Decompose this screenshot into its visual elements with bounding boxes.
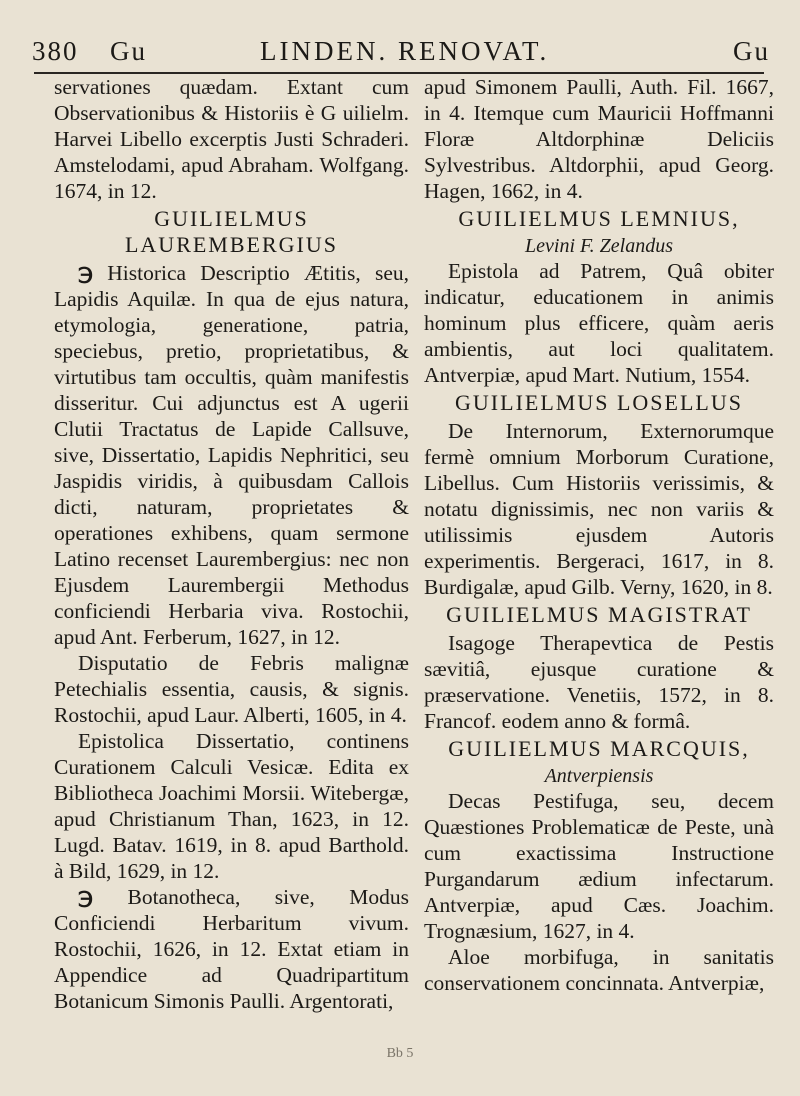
paragraph-disputatio: Disputatio de Febris malignæ Petechialis essentia, causis, & signis. Rostochii, apud Laur. Alberti, 1605, in 4. bbox=[54, 651, 409, 727]
symbol-mark-1: ℈ bbox=[78, 261, 94, 285]
page-number: 380 bbox=[32, 36, 79, 66]
page-header bbox=[30, 36, 770, 70]
entry-heading-lauremberg: GUILIELMUS LAUREMBERGIUS bbox=[124, 206, 338, 257]
entry-text-marcquis: Decas Pestifuga, seu, decem Quæstiones Problematicæ de Peste, unà cum exactissima Instructione Purgandarum ædium infectarum. Antverpiæ, apud Cæs. Joachim. Trognæsium, 1627, in 4. bbox=[424, 789, 774, 943]
entry-text-lauremberg bbox=[54, 260, 409, 650]
right-column bbox=[424, 74, 774, 996]
paragraph-epistolica: Epistolica Dissertatio, continens Curationem Calculi Vesicæ. Edita ex Bibliotheca Joachimi Morsii. Witebergæ, apud Christianum Than, 1623, in 12. Lugd. Batav. 1619, in 8. apud Barthold. à Bild, 1629, in 12. bbox=[54, 729, 409, 883]
header-left-abbr: Gu bbox=[110, 36, 147, 66]
entry-text-lauremberg-body: Historica Descriptio Ætitis, seu, Lapidis Aquilæ. In qua de ejus natura, etymologia, generatione, patria, speciebus, pretio, proprietatibus, & virtutibus tam occultis, quàm manifestis disseritur. Cui adjunctus est A ugerii Clutii Tractatus de Lapide Callsuve, sive, Dissertatio, Lapidis Nephritici, seu Jaspidis viridis, à quibusdam Callois dicti, naturam, proprietates & operationes exhibens, quam sermone Latino recenset Laurembergius: nec non Ejusdem Laurembergii Methodus conficiendi Herbaria viva. Rostochii, apud Ant. Ferberum, 1627, in 12. bbox=[54, 261, 410, 649]
entry-heading-marcquis: GUILIELMUS MARCQUIS, bbox=[448, 736, 750, 761]
header-right-abbr: Gu bbox=[733, 36, 770, 66]
paragraph-aloe: Aloe morbifuga, in sanitatis conservationem concinnata. Antverpiæ, bbox=[424, 945, 774, 995]
entry-subtitle-lemnius: Levini F. Zelandus bbox=[525, 235, 673, 257]
entry-heading-magistrat: GUILIELMUS MAGISTRAT bbox=[446, 602, 752, 627]
signature-mark: Bb 5 bbox=[386, 1046, 414, 1061]
paragraph-botanotheca-body: Botanotheca, sive, Modus Conficiendi Herbaritum vivum. Rostochii, 1626, in 12. Extat etiam in Appendice ad Quadripartitum Botanicum Simonis Paulli. Argentorati, bbox=[54, 885, 409, 1013]
left-column bbox=[54, 74, 409, 1014]
running-title: LINDEN. RENOVAT. bbox=[260, 36, 550, 66]
symbol-mark-2: ℈ bbox=[78, 885, 94, 909]
entry-text-lemnius: Epistola ad Patrem, Quâ obiter indicatur, educationem in animis hominum plus efficere, quàm aeris ambientis, aut loci qualitatem. Antverpiæ, apud Mart. Nutium, 1554. bbox=[424, 259, 774, 387]
entry-text-magistrat: Isagoge Therapevtica de Pestis sævitiâ, ejusque curatione & præservatione. Venetiis, 1572, in 8. Francof. eodem anno & formâ. bbox=[424, 631, 774, 733]
left-continued-paragraph: servationes quædam. Extant cum Observationibus & Historiis è G uilielm. Harvei Libello excerptis Justi Schraderi. Amstelodami, apud Abraham. Wolfgang. 1674, in 12. bbox=[54, 75, 409, 203]
entry-heading-losellus: GUILIELMUS LOSELLUS bbox=[455, 390, 743, 415]
entry-heading-lemnius: GUILIELMUS LEMNIUS, bbox=[458, 206, 740, 231]
entry-text-losellus: De Internorum, Externorumque fermè omnium Morborum Curatione, Libellus. Cum Historiis verissimis, & notatu dignissimis, nec non variis & utilissimis ejusdem Autoris experimentis. Bergeraci, 1617, in 8. Burdigalæ, apud Gilb. Verny, 1620, in 8. bbox=[424, 419, 774, 599]
right-continued-paragraph: apud Simonem Paulli, Auth. Fil. 1667, in 4. Itemque cum Mauricii Hoffmanni Floræ Altdorphinæ Deliciis Sylvestribus. Altdorphii, apud Georg. Hagen, 1662, in 4. bbox=[424, 75, 774, 203]
paragraph-botanotheca bbox=[54, 884, 409, 1014]
entry-subtitle-marcquis: Antverpiensis bbox=[544, 765, 654, 787]
